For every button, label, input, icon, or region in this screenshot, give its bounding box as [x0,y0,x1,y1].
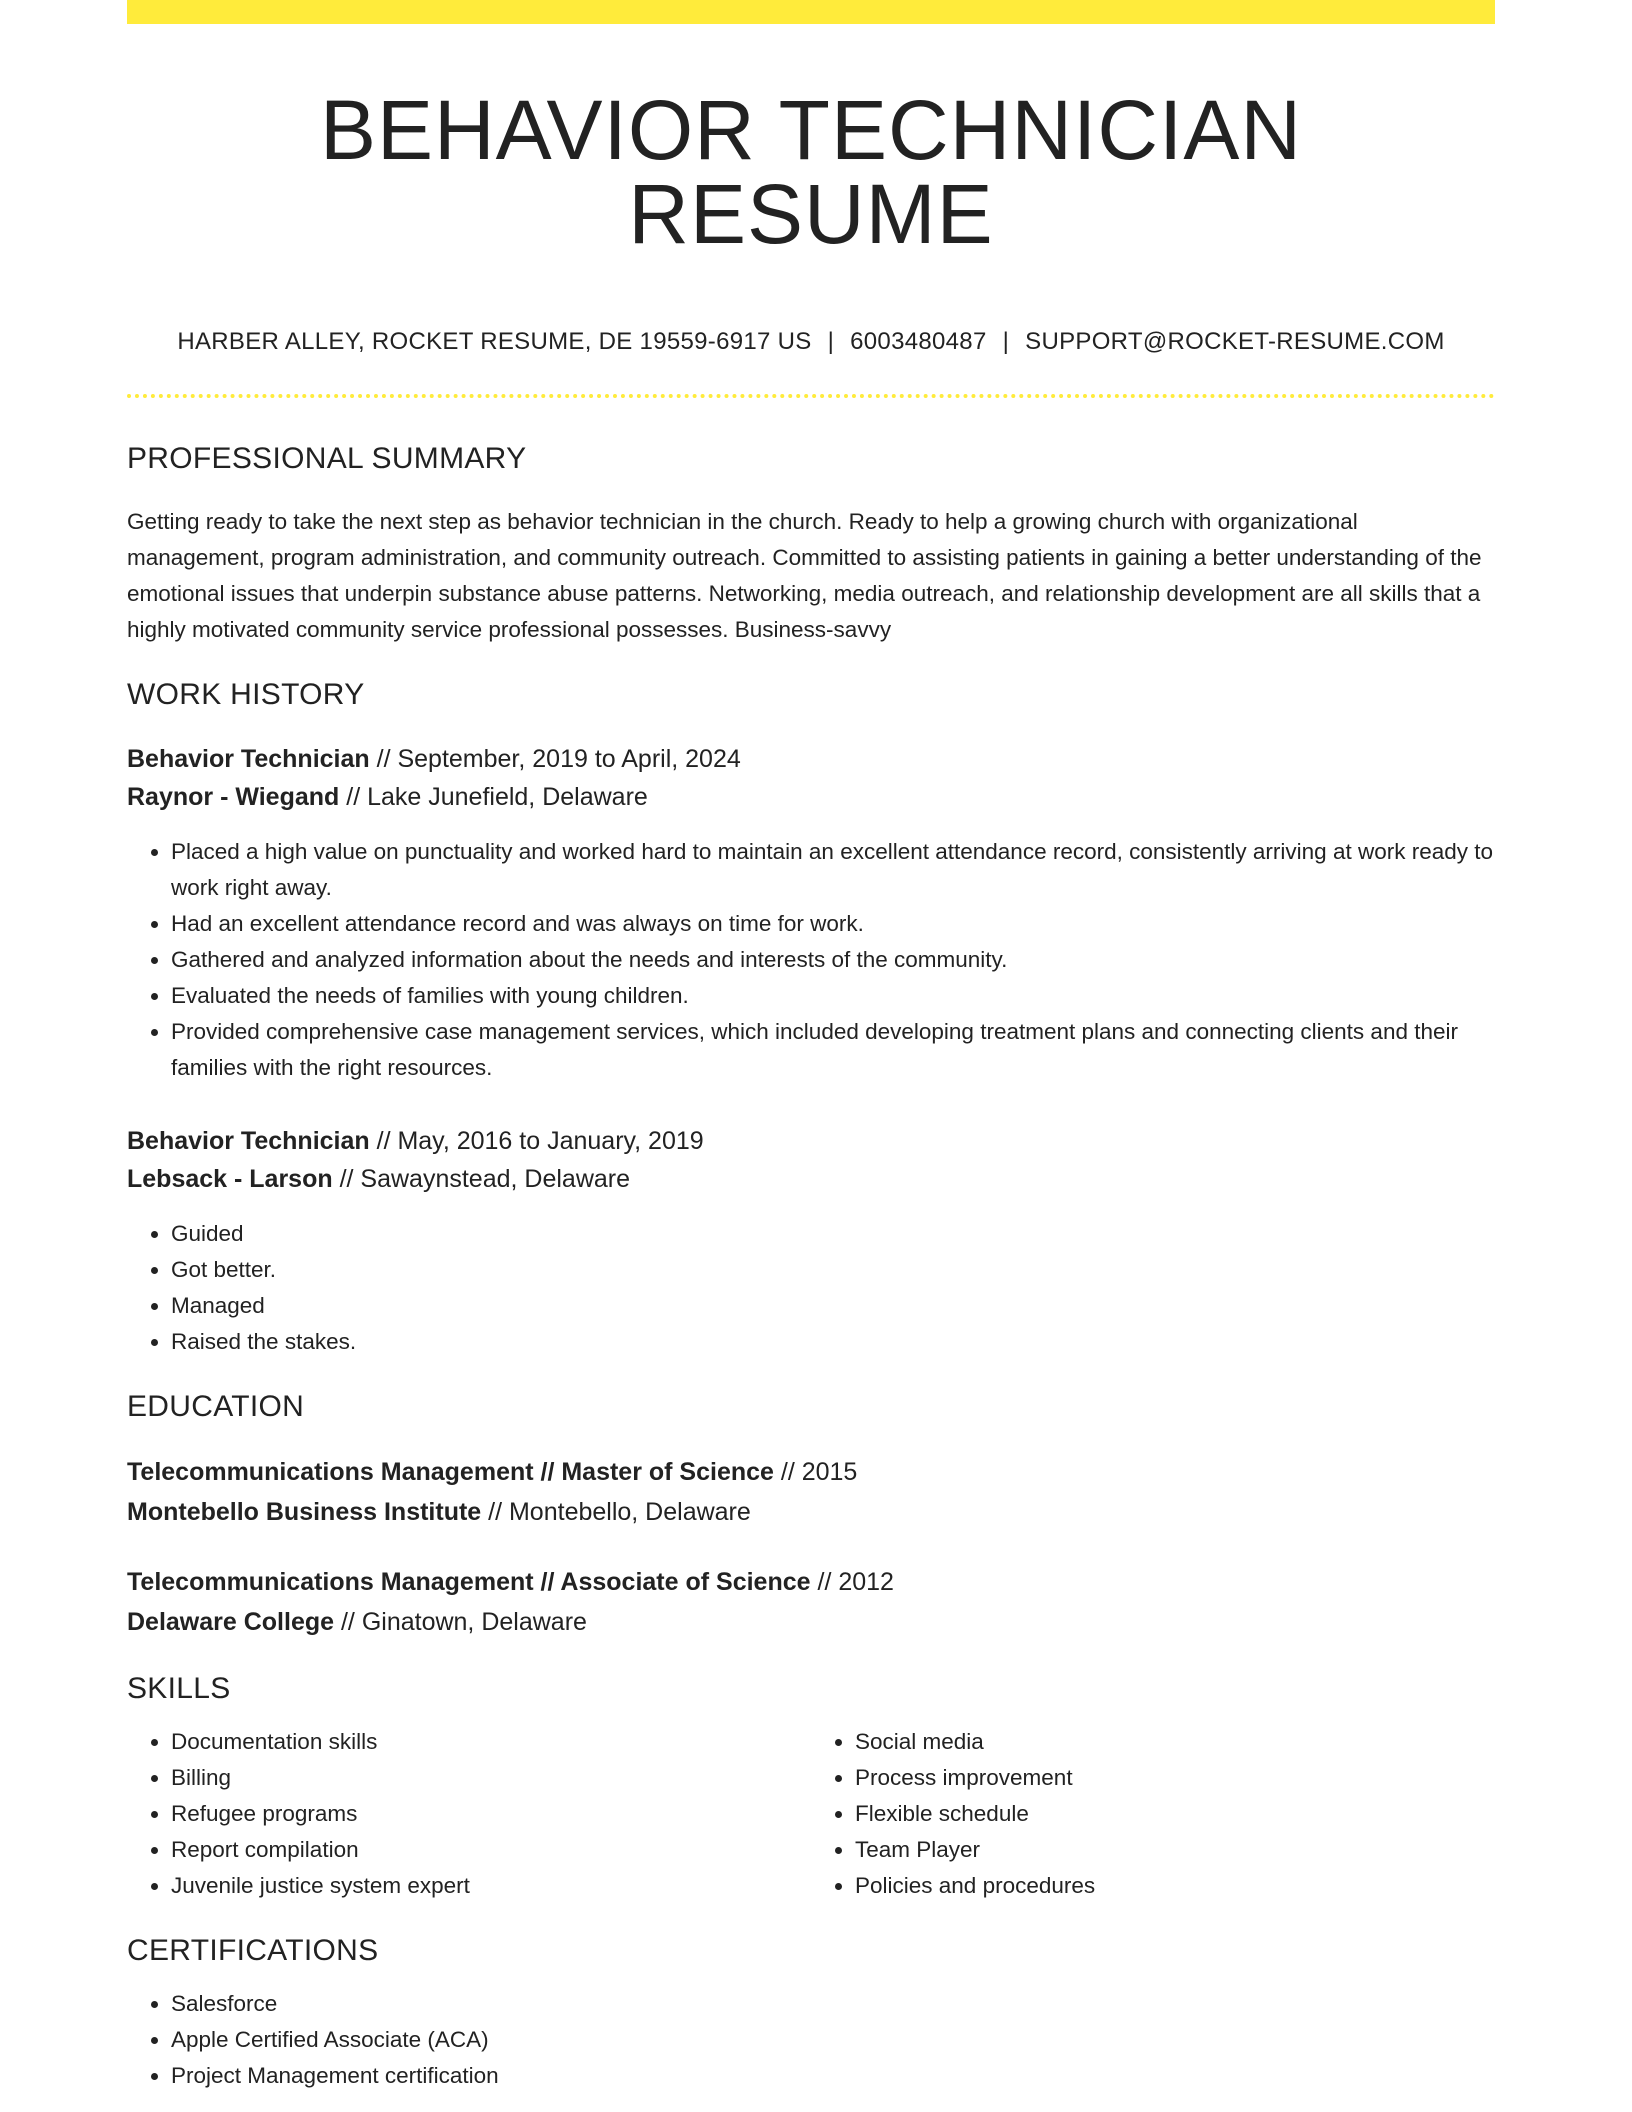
list-item: • Apple Certified Associate (ACA) [171,2022,1495,2058]
education-entry [127,1562,1495,1642]
education-degree-line [127,1562,1495,1602]
list-item: • Juvenile justice system expert [171,1868,811,1904]
list-item: • Guided [171,1216,1495,1252]
list-item: • Project Management certification [171,2058,1495,2094]
skills-columns [127,1724,1495,1904]
education-school: Delaware College [127,1608,335,1636]
job-dates: // September, 2019 to April, 2024 [369,745,741,773]
contact-address: HARBER ALLEY, ROCKET RESUME, DE 19559-6917 US [177,328,812,355]
list-item: • Raised the stakes. [171,1324,1495,1360]
list-item: • Got better. [171,1252,1495,1288]
job-company-line [127,778,1495,816]
contact-separator: | [1002,328,1010,355]
list-item: • Managed [171,1288,1495,1324]
contact-email[interactable]: SUPPORT@ROCKET-RESUME.COM [1025,328,1445,355]
education-degree-line [127,1452,1495,1492]
list-item: • Salesforce [171,1986,1495,2022]
section-heading-education: EDUCATION [127,1390,305,1423]
dotted-divider [127,394,1495,398]
list-item: • Placed a high value on punctuality and worked hard to maintain an excellent attendance record, consistently arriving at work ready to work right away. [171,834,1495,906]
education-entry [127,1452,1495,1532]
job-company-line [127,1160,1495,1198]
job-company: Lebsack - Larson [127,1165,333,1193]
education-school-line [127,1602,1495,1642]
job-title: Behavior Technician [127,1127,370,1155]
list-item: • Flexible schedule [855,1796,1495,1832]
job-dates: // May, 2016 to January, 2019 [369,1127,704,1155]
job-title-line [127,1122,1495,1160]
list-item: • Team Player [855,1832,1495,1868]
contact-phone[interactable]: 6003480487 [850,328,987,355]
education-school-line [127,1492,1495,1532]
resume-page [127,0,1495,2094]
job-location: // Sawaynstead, Delaware [332,1165,631,1193]
list-item: • Evaluated the needs of families with young children. [171,978,1495,1014]
list-item: • Documentation skills [171,1724,811,1760]
job-bullets [127,1216,1495,1360]
top-accent-bar [127,0,1495,24]
section-heading-skills: SKILLS [127,1672,231,1705]
education-year: // 2012 [810,1568,894,1596]
list-item: • Gathered and analyzed information about the needs and interests of the community. [171,942,1495,978]
list-item: • Report compilation [171,1832,811,1868]
job-bullets [127,834,1495,1086]
education-location: // Montebello, Delaware [481,1498,751,1526]
resume-title: BEHAVIOR TECHNICIAN RESUME [319,83,1303,261]
job-company: Raynor - Wiegand [127,783,340,811]
contact-line [127,328,1495,356]
list-item: • Social media [855,1724,1495,1760]
education-degree: Telecommunications Management // Master of Science [127,1458,774,1486]
job-entry [127,740,1495,1086]
section-heading-summary: PROFESSIONAL SUMMARY [127,442,527,475]
job-title: Behavior Technician [127,745,370,773]
skills-list-left [127,1724,811,1904]
education-degree: Telecommunications Management // Associate of Science [127,1568,811,1596]
list-item: • Provided comprehensive case management services, which included developing treatment plans and connecting clients and their families with the right resources. [171,1014,1495,1086]
education-school: Montebello Business Institute [127,1498,482,1526]
job-title-line [127,740,1495,778]
certifications-list [127,1986,1495,2094]
job-entry [127,1122,1495,1360]
job-location: // Lake Junefield, Delaware [339,783,648,811]
contact-separator: | [827,328,835,355]
education-location: // Ginatown, Delaware [334,1608,587,1636]
list-item: • Process improvement [855,1760,1495,1796]
section-heading-work: WORK HISTORY [127,678,365,711]
list-item: • Billing [171,1760,811,1796]
skills-list-right [811,1724,1495,1904]
summary-text: Getting ready to take the next step as behavior technician in the church. Ready to help a growing church with organizational management, program administration, and community outreach. Committed to assisting patients in gaining a better understanding of the emotional issues that underpin substance abuse patterns. Networking, media outreach, and relationship development are all skills that a highly motivated community service professional possesses. Business-savvy [127,509,1482,642]
education-year: // 2015 [773,1458,858,1486]
section-heading-certifications: CERTIFICATIONS [127,1934,379,1967]
list-item: • Refugee programs [171,1796,811,1832]
list-item: • Policies and procedures [855,1868,1495,1904]
list-item: • Had an excellent attendance record and was always on time for work. [171,906,1495,942]
